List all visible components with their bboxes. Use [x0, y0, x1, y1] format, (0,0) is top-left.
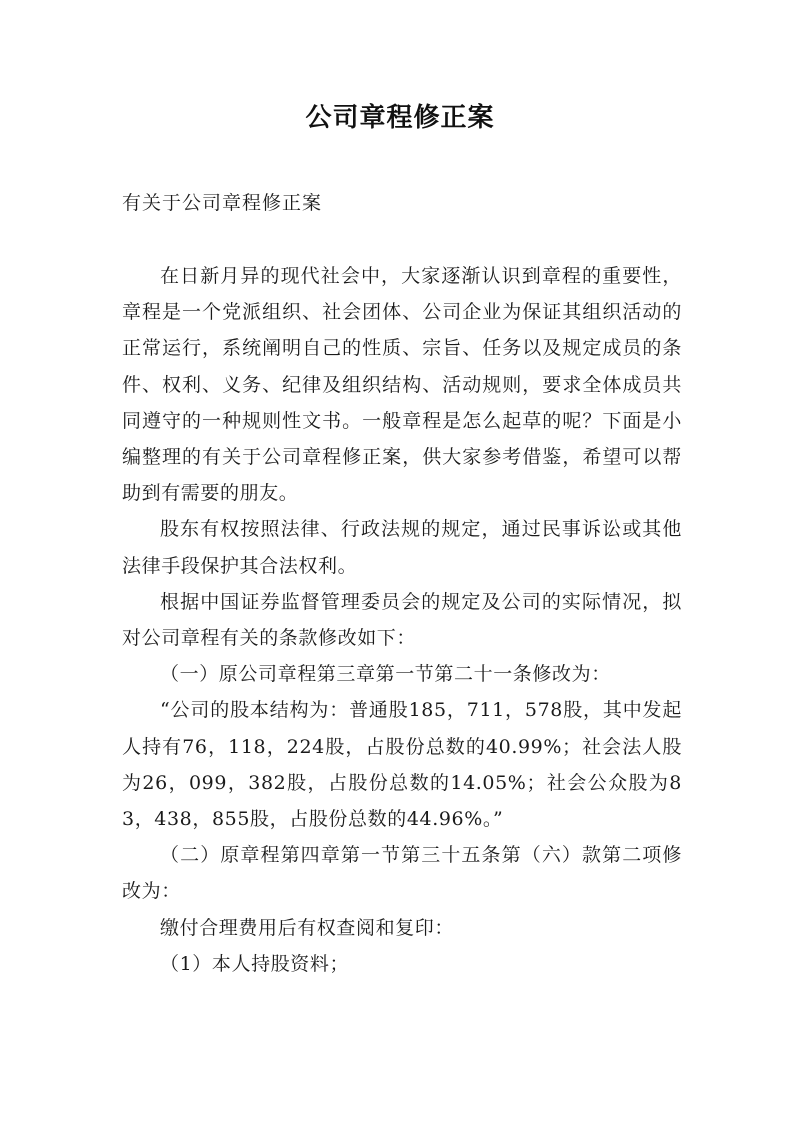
paragraph-amendment-2-heading: （二）原章程第四章第一节第三十五条第（六）款第二项修改为： — [122, 844, 682, 903]
paragraph-intro: 在日新月异的现代社会中，大家逐渐认识到章程的重要性，章程是一个党派组织、社会团体、公司企业为保证其组织活动的正常运行，系统阐明自己的性质、宗旨、任务以及规定成员的条件、权利、义务、纪律及组织结构、活动规则，要求全体成员共同遵守的一种规则性文书。一般章程是怎么起草的呢？下面是小编整理的有关于公司章程修正案，供大家参考借鉴，希望可以帮助到有需要的朋友。 — [122, 265, 682, 505]
document-body — [122, 258, 682, 982]
document-subtitle: 有关于公司章程修正案 — [122, 192, 323, 214]
paragraph-amendment-1-heading: （一）原公司章程第三章第一节第二十一条修改为： — [160, 663, 611, 686]
paragraph-access-rights: 缴付合理费用后有权查阅和复印： — [160, 916, 455, 939]
paragraph-shareholder-rights: 股东有权按照法律、行政法规的规定，通过民事诉讼或其他法律手段保护其合法权利。 — [122, 518, 682, 577]
document-title: 公司章程修正案 — [305, 103, 495, 133]
paragraph-list-item-1: （1）本人持股资料； — [160, 952, 350, 975]
paragraph-share-structure: “公司的股本结构为：普通股185，711，578股，其中发起人持有76，118，224股，占股份总数的40.99%；社会法人股为26，099，382股，占股份总数的14.05%；社会公众股为83，438，855股，占股份总数的44.96%。” — [122, 699, 682, 831]
paragraph-amendment-basis: 根据中国证券监督管理委员会的规定及公司的实际情况，拟对公司章程有关的条款修改如下： — [122, 590, 682, 650]
